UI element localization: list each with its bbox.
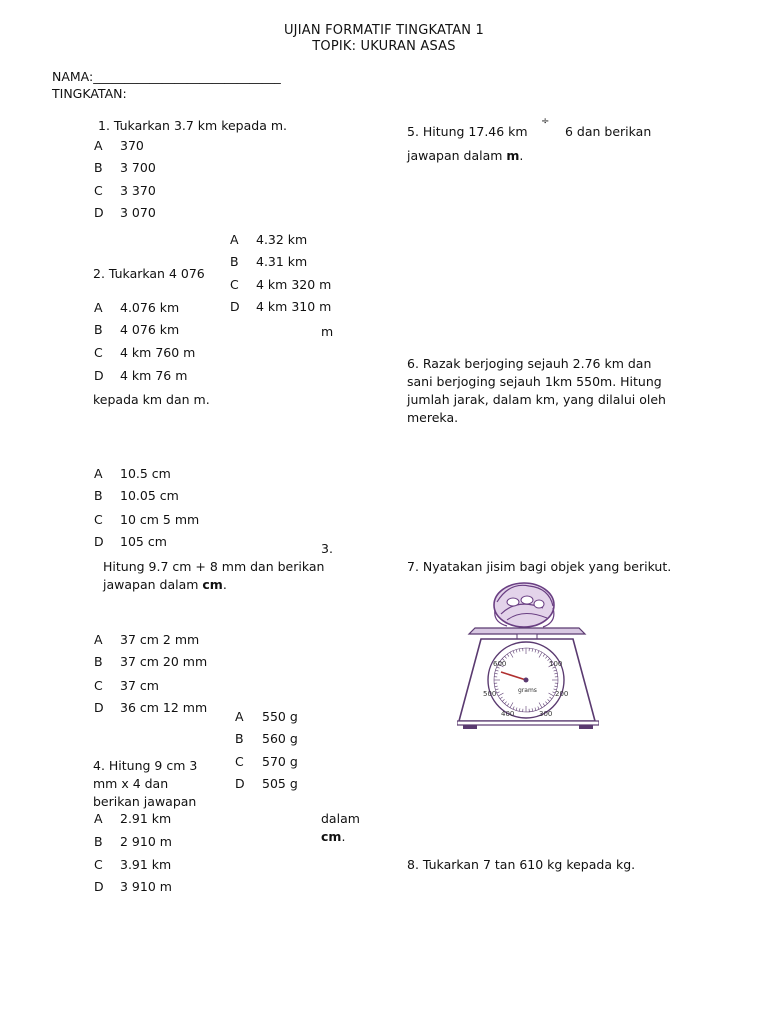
text: . <box>341 829 346 844</box>
scale-drawing <box>457 578 599 730</box>
bold-unit: m <box>506 148 520 163</box>
option-letter: B <box>94 488 103 503</box>
question-4-line-1: 4. Hitung 9 cm 3 <box>93 758 198 773</box>
option-value: 3.91 km <box>120 857 172 872</box>
option-letter: B <box>94 834 103 849</box>
option-value: 4 076 km <box>120 322 180 337</box>
option-letter: B <box>94 654 103 669</box>
dial-label-600: 600 <box>493 660 507 668</box>
option-value: 3 070 <box>120 205 156 220</box>
option-value: 4 km 320 m <box>256 277 332 292</box>
question-4-line-3: berikan jawapan <box>93 794 197 809</box>
option-letter: D <box>94 368 104 383</box>
question-8-text: 8. Tukarkan 7 tan 610 kg kepada kg. <box>407 857 636 872</box>
cabbage-icon <box>494 583 554 627</box>
option-letter: B <box>94 160 103 175</box>
dial-unit: grams <box>518 687 537 694</box>
option-value: 560 g <box>262 731 298 746</box>
option-value: 36 cm 12 mm <box>120 700 208 715</box>
option-letter: D <box>94 205 104 220</box>
question-5-text-start: 5. Hitung 17.46 km <box>407 124 528 139</box>
option-letter: A <box>235 709 244 724</box>
option-letter: C <box>230 277 239 292</box>
question-1-text: 1. Tukarkan 3.7 km kepada m. <box>98 118 287 133</box>
option-value: 4 km 760 m <box>120 345 196 360</box>
text: jawapan dalam <box>103 577 203 592</box>
option-letter: C <box>94 512 103 527</box>
dial-label-200: 200 <box>555 690 569 698</box>
side-option-tail: m <box>321 324 334 339</box>
dial-label-400: 400 <box>501 710 515 718</box>
dial-label-100: 100 <box>549 660 563 668</box>
option-value: 4.076 km <box>120 300 180 315</box>
question-2-text: 2. Tukarkan 4 076 <box>93 266 205 281</box>
option-value: 10.05 cm <box>120 488 179 503</box>
option-letter: C <box>94 857 103 872</box>
option-value: 4 km 310 m <box>256 299 332 314</box>
option-value: 4.32 km <box>256 232 308 247</box>
question-7-text: 7. Nyatakan jisim bagi objek yang berikut. <box>407 559 672 574</box>
option-letter: A <box>94 138 103 153</box>
question-3-line-1: Hitung 9.7 cm + 8 mm dan berikan <box>103 559 325 574</box>
name-field-label: NAMA:______________________________ <box>52 69 281 84</box>
option-value: 3 370 <box>120 183 156 198</box>
option-letter: D <box>94 534 104 549</box>
option-letter: B <box>230 254 239 269</box>
text: . <box>222 577 227 592</box>
option-letter: B <box>235 731 244 746</box>
option-letter: C <box>94 183 103 198</box>
question-4-tail-2 <box>321 829 345 844</box>
option-value: 105 cm <box>120 534 167 549</box>
option-letter: D <box>94 879 104 894</box>
question-3-number: 3. <box>321 541 333 556</box>
bold-unit: cm <box>321 829 342 844</box>
option-value: 3 910 m <box>120 879 172 894</box>
divide-symbol: ÷ <box>541 116 550 127</box>
option-value: 550 g <box>262 709 298 724</box>
option-letter: A <box>230 232 239 247</box>
option-letter: D <box>235 776 245 791</box>
option-letter: A <box>94 811 103 826</box>
option-letter: A <box>94 632 103 647</box>
option-value: 2 910 m <box>120 834 172 849</box>
question-6-text: 6. Razak berjoging sejauh 2.76 km dan sani berjoging sejauh 1km 550m. Hitung jumlah jarak, dalam km, yang dilalui oleh mereka. <box>407 356 666 425</box>
option-value: 10.5 cm <box>120 466 171 481</box>
class-field-label: TINGKATAN: <box>52 86 127 101</box>
option-letter: D <box>94 700 104 715</box>
page-title: UJIAN FORMATIF TINGKATAN 1 <box>283 23 485 38</box>
option-value: 10 cm 5 mm <box>120 512 200 527</box>
option-letter: D <box>230 299 240 314</box>
dial-label-500: 500 <box>483 690 497 698</box>
dial-label-300: 300 <box>539 710 553 718</box>
question-3-line-2 <box>103 577 227 592</box>
option-value: 37 cm <box>120 678 159 693</box>
option-letter: C <box>94 345 103 360</box>
question-2-text-end: kepada km dan m. <box>93 392 210 407</box>
weighing-scale-image <box>457 578 599 730</box>
question-5-line-2 <box>407 148 523 163</box>
option-value: 4 km 76 m <box>120 368 188 383</box>
text: . <box>519 148 524 163</box>
text: jawapan dalam <box>407 148 507 163</box>
question-4-tail-1: dalam <box>321 811 360 826</box>
option-letter: C <box>235 754 244 769</box>
option-value: 37 cm 20 mm <box>120 654 208 669</box>
question-4-line-2: mm x 4 dan <box>93 776 169 791</box>
option-letter: B <box>94 322 103 337</box>
option-value: 3 700 <box>120 160 156 175</box>
question-5-text-end: 6 dan berikan <box>565 124 652 139</box>
option-value: 570 g <box>262 754 298 769</box>
option-value: 37 cm 2 mm <box>120 632 200 647</box>
option-letter: A <box>94 300 103 315</box>
option-value: 4.31 km <box>256 254 308 269</box>
option-value: 505 g <box>262 776 298 791</box>
option-letter: C <box>94 678 103 693</box>
option-letter: A <box>94 466 103 481</box>
page-topic: TOPIK: UKURAN ASAS <box>312 39 456 54</box>
bold-unit: cm <box>202 577 223 592</box>
scale-pan <box>469 628 585 634</box>
option-value: 370 <box>120 138 144 153</box>
option-value: 2.91 km <box>120 811 172 826</box>
